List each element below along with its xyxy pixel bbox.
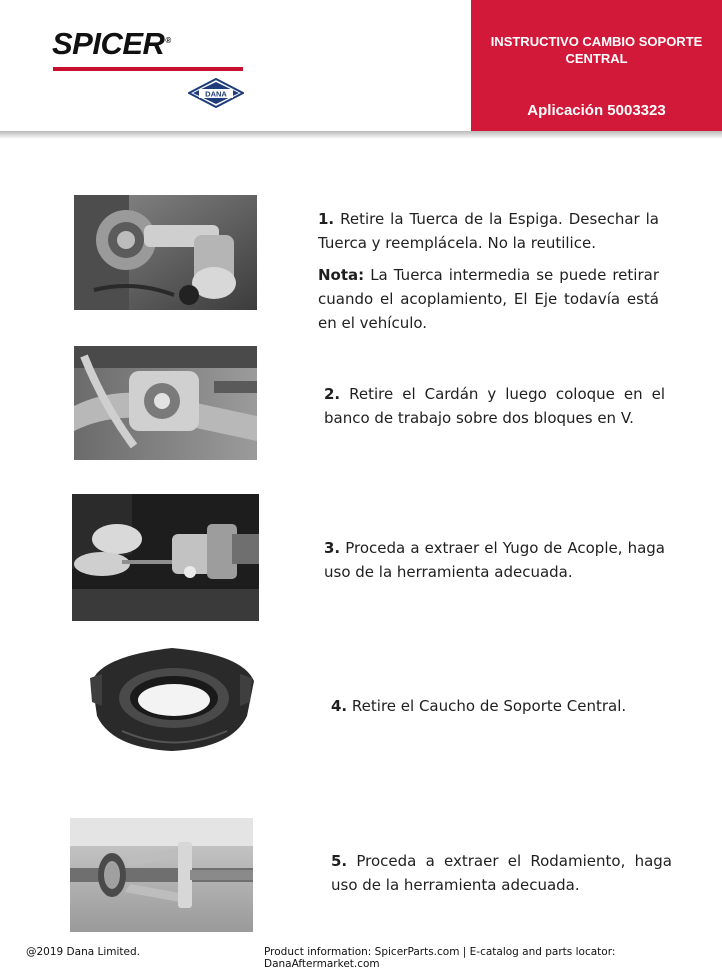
- footer-copyright: @2019 Dana Limited.: [26, 946, 140, 958]
- step-2-instructions: 2. Retire el Cardán y luego coloque en el banco de trabajo sobre dos bloques en V.: [324, 385, 665, 427]
- center-support-rubber-photo: [82, 636, 260, 756]
- bearing-puller-photo: [70, 818, 253, 932]
- application-number: Aplicación 5003323: [527, 102, 666, 119]
- svg-text:DANA: DANA: [205, 89, 227, 99]
- step-5-instructions: 5. Proceda a extraer el Rodamiento, haga uso de la herramienta adecuada.: [331, 852, 672, 894]
- title-banner: [471, 0, 722, 131]
- step-1-note: Nota: La Tuerca intermedia se puede retirar cuando el acoplamiento, El Eje todavía está en el vehículo.: [318, 266, 659, 332]
- page-header: [0, 0, 722, 131]
- document-title: INSTRUCTIVO CAMBIO SOPORTE CENTRAL: [490, 34, 703, 66]
- step-1-instructions: 1. Retire la Tuerca de la Espiga. Desechar la Tuerca y reemplácela. No la reutilice. Nota: La Tuerca intermedia se puede retirar cuando el acoplamiento, El Eje todavía está en el vehículo.: [318, 207, 659, 335]
- nut-removal-photo: [74, 195, 257, 310]
- driveshaft-removal-photo: [74, 346, 257, 460]
- yoke-extraction-photo: [72, 494, 259, 621]
- spicer-logo: SPICER®: [52, 26, 171, 61]
- logo-underline: [53, 67, 243, 71]
- step-4-instructions: 4. Retire el Caucho de Soporte Central.: [331, 697, 627, 715]
- footer-links: Product information: SpicerParts.com | E-catalog and parts locator: DanaAftermarket.com: [264, 946, 616, 970]
- dana-logo: [188, 78, 244, 108]
- step-3-instructions: 3. Proceda a extraer el Yugo de Acople, haga uso de la herramienta adecuada.: [324, 539, 666, 581]
- logo-area: [0, 0, 470, 131]
- header-divider: [0, 131, 722, 139]
